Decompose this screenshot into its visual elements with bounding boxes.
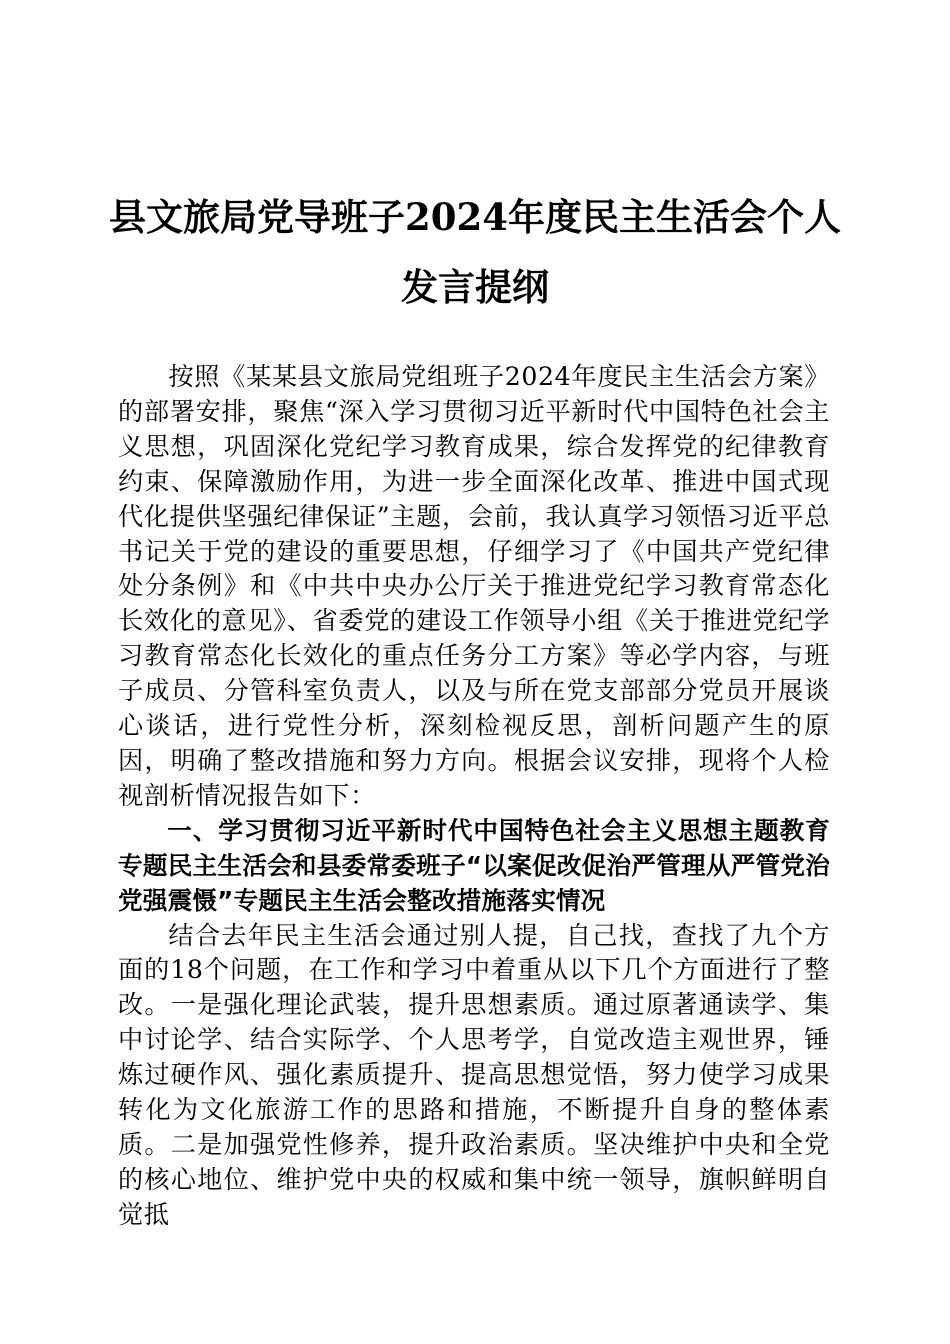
document-title: 县文旅局党导班子2024年度民主生活会个人发言提纲 (109, 195, 841, 309)
section-heading: 一、学习贯彻习近平新时代中国特色社会主义思想主题教育专题民主生活会和县委常委班子“以案促改促治严管理从严管党治党强震慑”专题民主生活会整改措施落实情况 (118, 815, 830, 915)
document-body (118, 360, 830, 1233)
section-paragraph: 结合去年民主生活会通过别人提，自己找，查找了九个方面的18个问题，在工作和学习中着重从以下几个方面进行了整改。一是强化理论武装，提升思想素质。通过原著通读学、集中讨论学、结合实际学、个人思考学，自觉改造主观世界，锤炼过硬作风、强化素质提升、提高思想觉悟，努力使学习成果转化为文化旅游工作的思路和措施，不断提升自身的整体素质。二是加强党性修养，提升政治素质。坚决维护中央和全党的核心地位、维护党中央的权威和集中统一领导，旗帜鲜明自觉抵 (118, 920, 830, 1229)
intro-paragraph: 按照《某某县文旅局党组班子2024年度民主生活会方案》的部署安排，聚焦“深入学习贯彻习近平新时代中国特色社会主义思想，巩固深化党纪学习教育成果，综合发挥党的纪律教育约束、保障激励作用，为进一步全面深化改革、推进中国式现代化提供坚强纪律保证”主题，会前，我认真学习领悟习近平总书记关于党的建设的重要思想，仔细学习了《中国共产党纪律处分条例》和《中共中央办公厅关于推进党纪学习教育常态化长效化的意见》、省委党的建设工作领导小组《关于推进党纪学习教育常态化长效化的重点任务分工方案》等必学内容，与班子成员、分管科室负责人，以及与所在党支部部分党员开展谈心谈话，进行党性分析，深刻检视反思，剖析问题产生的原因，明确了整改措施和努力方向。根据会议安排，现将个人检视剖析情况报告如下： (118, 362, 830, 810)
